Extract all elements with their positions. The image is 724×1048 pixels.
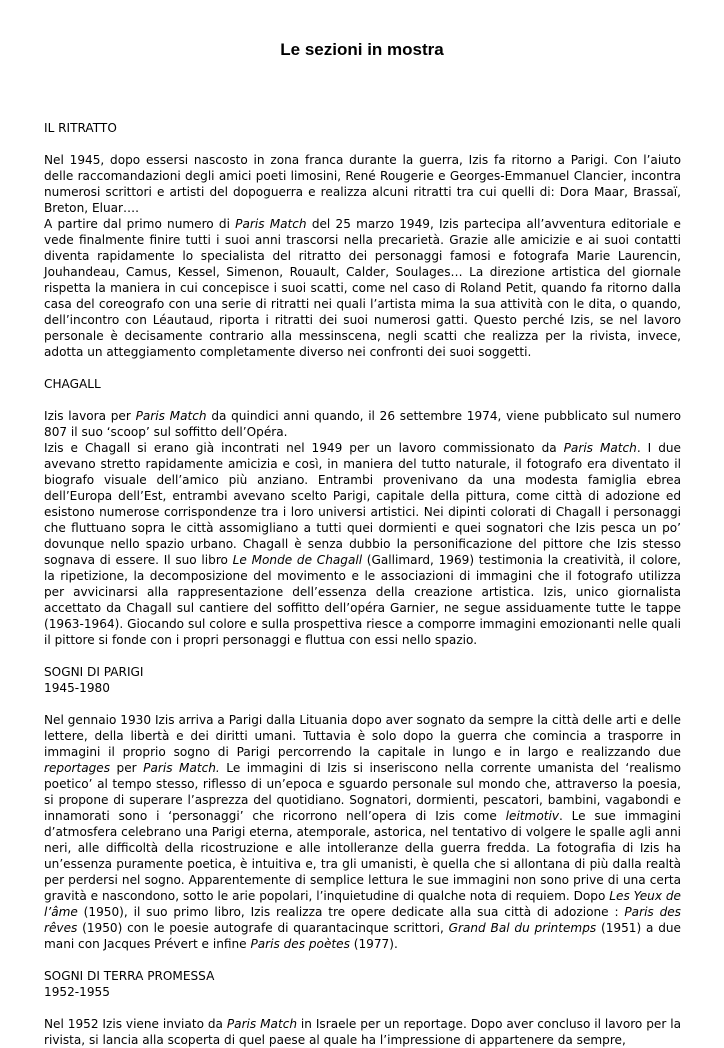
text-run: in Israele per un reportage. Dopo aver concluso il lavoro per la rivista, si lancia alla scoperta di quel paese al quale ha l’impressione di appartenere da sempre,	[44, 1017, 681, 1047]
ritratto-paragraph-2	[44, 216, 681, 360]
italic-title: Paris Match.	[143, 761, 220, 775]
text-run: Le immagini di Izis si inseriscono nella corrente umanista del ‘realismo poetico’ al tempo stesso, riflesso di un’epoca e sguardo personale sul mondo che, attraverso la poesia, si propone di superare l’asprezza del quotidiano. Sognatori, dormienti, pescatori, bambini, vagabondi e innamorati sono i ‘personaggi’ che ricorrono nell’opera di Izis come	[44, 761, 682, 823]
italic-title: Paris Match	[135, 409, 207, 423]
italic-title: Les Yeux de l’âme	[44, 889, 681, 919]
text-run: Nel gennaio 1930 Izis arriva a Parigi dalla Lituania dopo aver sognato da sempre la città delle arti e delle lettere, della libertà e dei diritti umani. Tuttavia è solo dopo la guerra che comincia a trasporre in immagini il proprio sogno di Parigi percorrendo la capitale in lungo e in largo e realizzando due	[44, 713, 681, 759]
spacer	[44, 648, 681, 664]
italic-term: reportages	[44, 761, 111, 775]
spacer	[44, 360, 681, 376]
chagall-paragraph-1	[44, 408, 681, 440]
text-run: Izis e Chagall si erano già incontrati nel 1949 per un lavoro commissionato da	[44, 441, 564, 455]
ritratto-paragraph-1: Nel 1945, dopo essersi nascosto in zona franca durante la guerra, Izis fa ritorno a Parigi. Con l’aiuto delle raccomandazioni degli amici poeti limosini, René Rougerie e Georges-Emmanuel Clancier, incontra numerosi scrittori e artisti del dopoguerra e realizza alcuni ritratti tra cui quelli di: Dora Maar, Brassaï, Breton, Eluar….	[44, 153, 681, 215]
sogni-parigi-paragraph-1	[44, 712, 681, 952]
italic-title: Grand Bal du printemps	[448, 921, 597, 935]
italic-title: Paris Match	[563, 441, 637, 455]
section-heading-sogni-parigi: SOGNI DI PARIGI	[44, 665, 144, 679]
sogni-terra-paragraph-1	[44, 1016, 681, 1048]
spacer	[44, 696, 681, 712]
italic-title: Paris des rêves	[44, 905, 681, 935]
italic-title: Paris des poètes	[250, 937, 350, 951]
text-run: (1977).	[349, 937, 398, 951]
text-run: A partire dal primo numero di	[44, 217, 236, 231]
text-run: (Gallimard, 1969) testimonia la creatività, il colore, la ripetizione, la decomposizione del movimento e le associazioni di immagini che il fotografo utilizza per avvicinarsi alla rappresentazione dell’essenza della creazione artistica. Izis, unico giornalista accettato da Chagall sul cantiere del soffitto dell’opéra Garnier, ne segue assiduamente tutte le tappe (1963-1964). Giocando sul colore e sulla prospettiva riesce a comporre immagini emozionanti nelle quali il pittore si fonde con i propri personaggi e fluttua con essi nello spazio.	[44, 553, 681, 647]
italic-title: Paris Match	[235, 217, 307, 231]
section-heading-sogni-terra: SOGNI DI TERRA PROMESSA	[44, 969, 215, 983]
spacer	[44, 136, 681, 152]
text-run: . Le sue immagini d’atmosfera celebrano una Parigi eterna, atemporale, astorica, nel tentativo di volgere le spalle agli anni neri, alle difficoltà della ricostruzione e alle intolleranze della guerra fredda. La fotografia di Izis ha un’essenza puramente poetica, è intuitiva e, tra gli umanisti, è quella che si allontana di più dalla realtà per perdersi nel sogno. Apparentemente di semplice lettura le sue immagini non sono prive di una certa gravità e nascondono, sotto le arie popolari, l’inquietudine di qualche nota di requiem. Dopo	[44, 809, 681, 903]
text-run: del 25 marzo 1949, Izis partecipa all’avventura editoriale e vede finalmente finire tutti i suoi anni trascorsi nella precarietà. Grazie alle amicizie e ai suoi contatti diventa rapidamente lo specialista del ritratto dei personaggi famosi e fotografa Marie Laurencin, Jouhandeau, Camus, Kessel, Simenon, Rouault, Calder, Soulages… La direzione artistica del giornale rispetta la maniera in cui concepisce i suoi scatti, come nel caso di Roland Petit, quando fa ritorno dalla casa del coreografo con una serie di ritratti nei quali l’artista mima la sua attività con le dita, o quando, dell’incontro con Léautaud, riporta i ritratti dei suoi numerosi gatti. Questo perché Izis, se nel lavoro personale è decisamente contrario alla messinscena, negli scatti che realizza per la rivista, invece, adotta un atteggiamento completamente diverso nei confronti dei suoi soggetti.	[44, 217, 681, 359]
text-run: . I due avevano stretto rapidamente amicizia e così, in maniera del tutto naturale, il fotografo era diventato il biografo visuale dell’amico più anziano. Entrambi provenivano da una modesta famiglia ebrea dell’Europa dell’Est, entrambi avevano scelto Parigi, capitale della pittura, come città di adozione ed esistono numerose corrispondenze tra i loro universi artistici. Nei dipinti colorati di Chagall i personaggi che fluttuano sopra le città assomigliano a tutti quei dormienti e quei sognatori che Izis pesca un po’ dovunque nello spazio urbano. Chagall è senza dubbio la personificazione del pittore che Izis stesso sognava di essere. Il suo libro	[44, 441, 681, 567]
section-years-sogni-terra: 1952-1955	[44, 985, 110, 999]
text-run: (1950), il suo primo libro, Izis realizza tre opere dedicate alla sua città di adozione :	[77, 905, 625, 919]
text-run: (1951) a due mani con Jacques Prévert e infine	[44, 921, 681, 951]
italic-term: leitmotiv	[505, 809, 559, 823]
text-run: Izis lavora per	[44, 409, 136, 423]
document-body	[44, 120, 681, 1048]
text-run: per	[110, 761, 144, 775]
section-heading-chagall: CHAGALL	[44, 377, 101, 391]
section-heading-ritratto: IL RITRATTO	[44, 121, 117, 135]
italic-title: Le Monde de Chagall	[232, 553, 363, 567]
text-run: da quindici anni quando, il 26 settembre 1974, viene pubblicato sul numero 807 il suo ‘scoop’ sul soffitto dell’Opéra.	[44, 409, 681, 439]
text-run: Nel 1952 Izis viene inviato da	[44, 1017, 227, 1031]
chagall-paragraph-2	[44, 440, 681, 648]
section-years-sogni-parigi: 1945-1980	[44, 681, 110, 695]
spacer	[44, 392, 681, 408]
spacer	[44, 952, 681, 968]
document-title: Le sezioni in mostra	[280, 40, 444, 59]
italic-title: Paris Match	[226, 1017, 298, 1031]
text-run: (1950) con le poesie autografe di quarantacinque scrittori,	[77, 921, 449, 935]
spacer	[44, 1000, 681, 1016]
